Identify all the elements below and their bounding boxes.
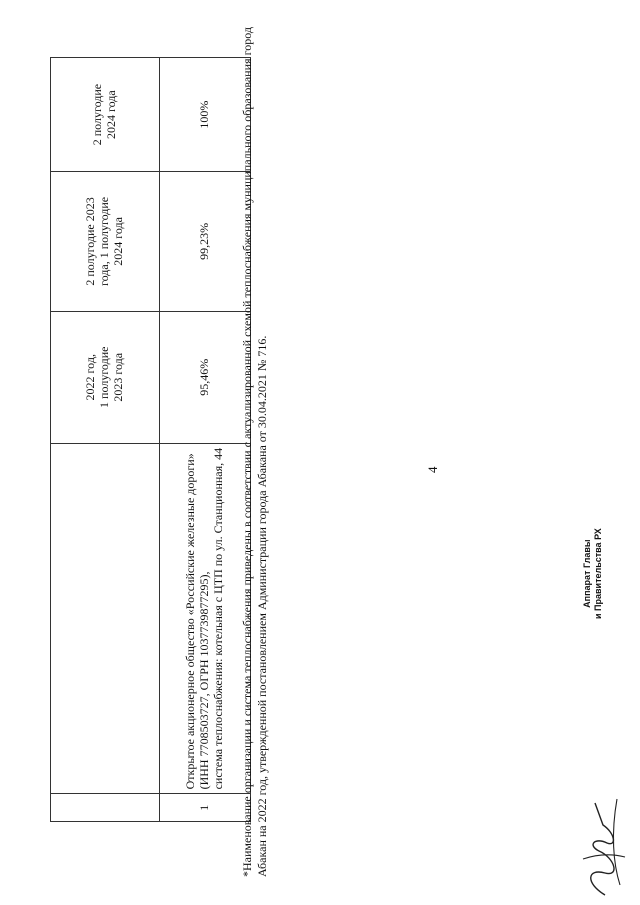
header-period-2 [51, 172, 160, 311]
office-stamp [582, 528, 604, 619]
row-number: 1 [160, 794, 251, 822]
organization-line: (ИНН 7708503727, ОГРН 1037739877295), [197, 571, 212, 790]
organization-cell [160, 443, 251, 794]
stamp-line: Аппарат Главы [582, 539, 592, 608]
page-number: 4 [425, 466, 440, 473]
header-period-1-line: 1 полугодие [97, 346, 112, 408]
value-period-3: 100% [160, 58, 251, 172]
header-period-1-line: 2022 год, [83, 354, 98, 401]
header-period-2-line: 2024 года [110, 217, 125, 266]
footnote: *Наименование организации и система теплоснабжения приведены в соответствии с актуализированной схемой теплоснабжения муниципального образования город Абакан на 2022 год, утвержденной постановлением Администрации города Абакана от 30.04.2021 № 716. [240, 27, 269, 877]
header-period-3-line: 2024 года [104, 90, 118, 139]
value-period-1: 95,46% [160, 311, 251, 443]
organization-line: система теплоснабжения: котельная с ЦТП по ул. Станционная, 44 [210, 447, 225, 790]
header-period-2-line: 2 полугодие 2023 [83, 197, 98, 286]
header-period-1-line: 2023 года [110, 352, 125, 402]
organization-line: Открытое акционерное общество «Российские железные дороги» [183, 453, 198, 790]
header-period-2-line: года, 1 полугодие [97, 196, 112, 286]
table-header-row [51, 58, 160, 822]
value-period-2: 99,23% [160, 172, 251, 311]
handwritten-signature [565, 793, 635, 903]
header-number-cell [51, 794, 160, 822]
header-period-1 [51, 311, 160, 443]
header-period-3-line: 2 полугодие [90, 83, 105, 146]
table-row [160, 58, 251, 822]
stamp-line: и Правительства РХ [593, 528, 603, 619]
indicator-table [50, 57, 251, 822]
header-organization-cell [51, 443, 160, 794]
header-period-3 [51, 58, 160, 172]
